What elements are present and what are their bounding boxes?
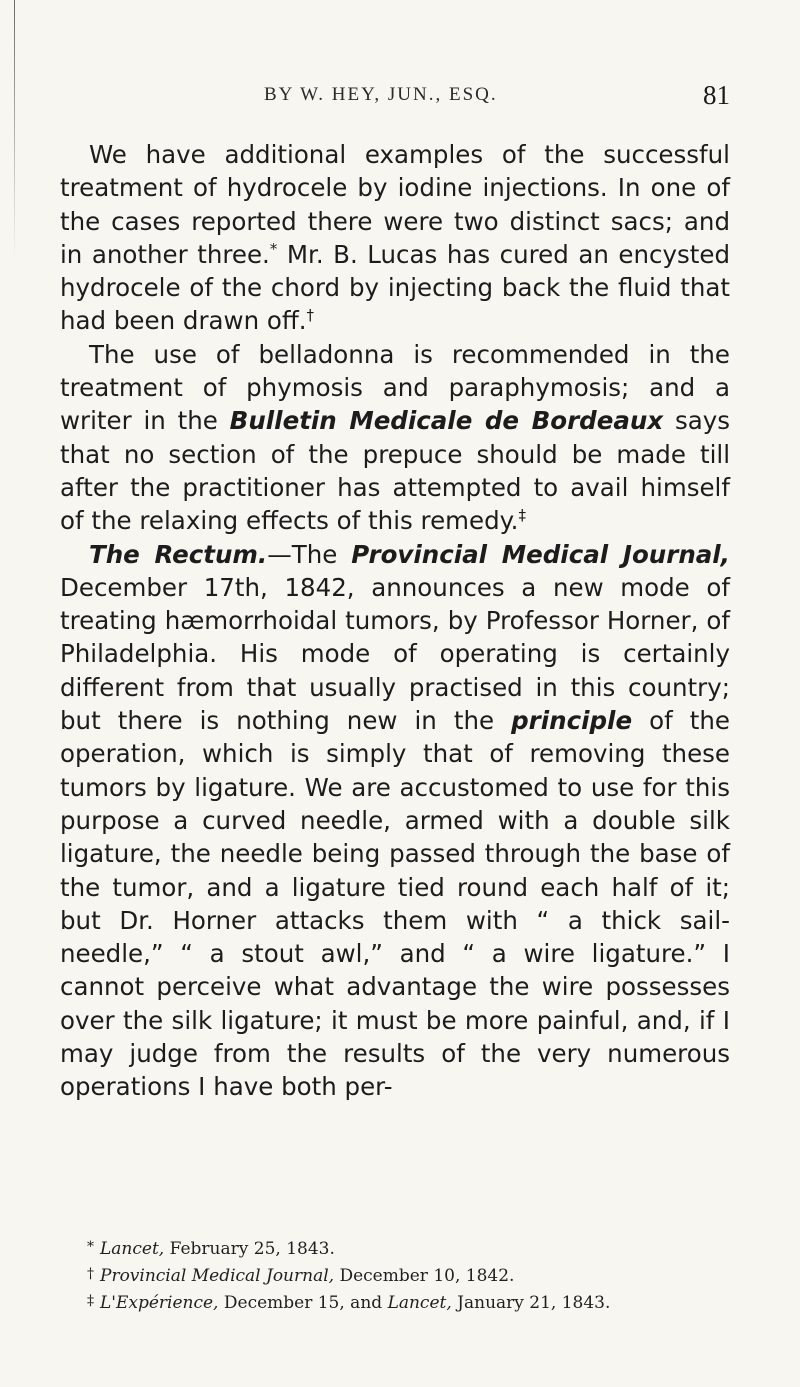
footnote-detail: December 15, and [218, 1293, 388, 1313]
footnote-ref-2: † [306, 306, 315, 325]
paragraph-text: December 17th, 1842, announces a new mode of treating hæmorrhoidal tumors, by Professor Horner, of Philadelphia. His mode of operating is certainly different from that usually practised in this country; but there is nothing new in the [60, 572, 730, 736]
footnote-source: Lancet, [100, 1239, 165, 1259]
running-head-title: BY W. HEY, JUN., ESQ. [264, 84, 498, 105]
footnote-2 [87, 1262, 737, 1289]
heading-dash: —The [267, 539, 352, 569]
footnote-source: Provincial Medical Journal, [100, 1266, 335, 1286]
paragraph-text: says that no section of the prepuce should be made till after the practitioner has attempted to avail himself of the relaxing effects of this remedy. [60, 406, 730, 536]
paragraph-text: We have additional examples of the successful treatment of hydrocele by iodine injections. In one of the cases reported there were two distinct sacs; and in another three. [60, 140, 730, 269]
footnote-detail: February 25, 1843. [164, 1239, 335, 1259]
section-heading: The Rectum. [89, 539, 268, 569]
paragraph-hydrocele [60, 138, 730, 338]
running-head [60, 80, 740, 112]
footnote-detail: January 21, 1843. [451, 1293, 611, 1313]
paragraph-belladonna [60, 338, 730, 538]
footnote-ref-1: * [269, 239, 278, 258]
emphasis-principle: principle [511, 706, 633, 736]
paragraph-text: of the operation, which is simply that of removing these tumors by ligature. We are accustomed to use for this purpose a curved needle, armed with a double silk ligature, the needle being passed through the base of the tumor, and a ligature tied round each half of it; but Dr. Horner attacks them with “ a thick sail-needle,” “ a stout awl,” and “ a wire ligature.” I cannot perceive what advantage the wire possesses over the silk ligature; it must be more painful, and, if I may judge from the results of the very numerous operations I have both per- [60, 706, 730, 1102]
journal-title: Provincial Medical Journal, [351, 539, 730, 569]
footnote-1 [87, 1235, 737, 1262]
footnote-source: Lancet, [387, 1293, 452, 1313]
paragraph-text: Mr. B. Lucas has cured an encysted hydrocele of the chord by injecting back the fluid that had been drawn off. [60, 239, 730, 336]
footnote-ref-3: ‡ [518, 506, 526, 525]
footnote-3 [87, 1289, 737, 1316]
footnote-mark: ‡ [87, 1293, 94, 1309]
journal-title: Bulletin Medicale de Bordeaux [229, 406, 664, 436]
footnote-detail: December 10, 1842. [334, 1266, 515, 1286]
body-text [60, 138, 730, 1104]
footnote-mark: * [87, 1239, 94, 1255]
page-number: 81 [703, 80, 730, 110]
footnote-mark: † [87, 1266, 94, 1282]
footnote-source: L'Expérience, [100, 1293, 219, 1313]
footnotes [87, 1235, 737, 1316]
paragraph-rectum [60, 538, 730, 1104]
paragraph-text: The use of belladonna is recommended in the treatment of phymosis and paraphymosis; and a writer in the [60, 339, 730, 436]
